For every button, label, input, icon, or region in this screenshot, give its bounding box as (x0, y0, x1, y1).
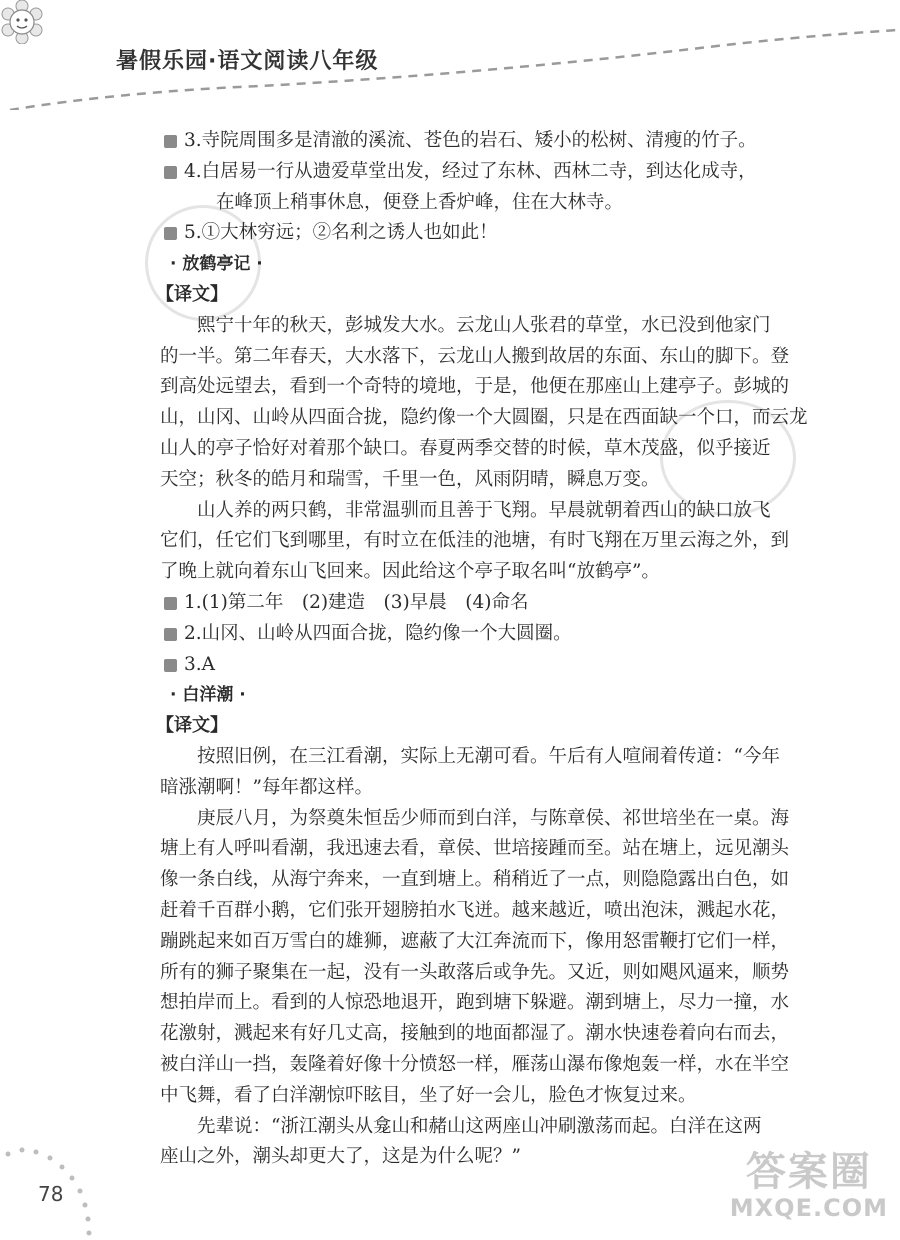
text-line: 中飞舞，看了白洋潮惊吓眩目，坐了好一会儿，脸色才恢复过来。 (160, 1084, 697, 1106)
text-line: 到高处远望去，看到一个奇特的境地，于是，他便在那座山上建亭子。彭城的 (160, 376, 790, 398)
text-line: 花激射，溅起来有好几丈高，接触到的地面都湿了。潮水快速卷着向右而去， (160, 1023, 790, 1045)
page-header (0, 0, 900, 110)
page-number: 78 (38, 1182, 64, 1206)
translation-paragraph (160, 496, 850, 588)
watermark-text-bottom: MXQE.COM (729, 1194, 888, 1222)
text-line: 先辈说：“浙江潮头从龛山和赭山这两座山冲刷激荡而起。白洋在这两 (197, 1115, 762, 1137)
page-content (156, 126, 850, 1173)
text-line: 山，山冈、山岭从四面合拢，隐约像一个大圆圈，只是在西面缺一个口，而云龙 (160, 407, 808, 429)
gray-square-icon (164, 166, 177, 179)
gray-square-icon (164, 227, 177, 240)
text-line: 所有的狮子聚集在一起，没有一头敢落后或争先。又近，则如飓风逼来，顺势 (160, 961, 790, 983)
answer-continuation: 在峰顶上稍事休息，便登上香炉峰，住在大林寺。 (216, 191, 624, 213)
header-title: 暑假乐园·语文阅读八年级 (116, 49, 379, 74)
translation-tag: 【译文】 (156, 715, 228, 737)
answer-item: 1.(1)第二年 (2)建造 (3)早晨 (4)命名 (160, 588, 850, 619)
text-line: 的一半。第二年春天，大水落下，云龙山人搬到故居的东面、东山的脚下。登 (160, 345, 790, 367)
answer-item: 5.①大林穷远；②名利之诱人也如此！ (160, 218, 850, 249)
text-line: 按照旧例，在三江看潮，实际上无潮可看。午后有人喧闹着传道：“今年 (197, 745, 780, 767)
text-line: 想拍岸而上。看到的人惊恐地退开，跑到塘下躲避。潮到塘上，尽力一撞，水 (160, 992, 790, 1014)
answer-item: 3.A (160, 650, 850, 681)
gray-square-icon (164, 659, 177, 672)
translation-paragraph (160, 742, 850, 804)
gray-square-icon (164, 628, 177, 641)
text-line: 像一条白线，从海宁奔来，一直到塘上。稍稍近了一点，则隐隐露出白色，如 (160, 869, 790, 891)
text-line: 蹦跳起来如百万雪白的雄狮，遮蔽了大江奔流而下，像用怒雷鞭打它们一样， (160, 930, 790, 952)
text-line: 赶着千百群小鹅，它们张开翅膀拍水飞迸。越来越近，喷出泡沫，溅起水花， (160, 899, 790, 921)
answer-item: 2.山冈、山岭从四面合拢，隐约像一个大圆圈。 (160, 619, 850, 650)
section-title: · 白洋潮 · (170, 685, 246, 706)
flower-face-icon (0, 0, 44, 44)
watermark-logo (730, 1150, 888, 1222)
text-line: 被白洋山一挡，轰隆着好像十分愤怒一样，雁荡山瀑布像炮轰一样，水在半空 (160, 1053, 790, 1075)
text-line: 塘上有人呼叫看潮，我迅速去看，章侯、世培接踵而至。站在塘上，远见潮头 (160, 838, 790, 860)
text-line: 天空；秋冬的皓月和瑞雪，千里一色，风雨阴晴，瞬息万变。 (160, 468, 660, 490)
gray-square-icon (164, 135, 177, 148)
text-line: 庚辰八月，为祭奠朱恒岳少师而到白洋，与陈章侯、祁世培坐在一桌。海 (197, 807, 790, 829)
text-line: 山人养的两只鹤，非常温驯而且善于飞翔。早晨就朝着西山的缺口放飞 (197, 499, 771, 521)
translation-tag: 【译文】 (156, 283, 228, 305)
text-line: 山人的亭子恰好对着那个缺口。春夏两季交替的时候，草木茂盛，似乎接近 (160, 437, 771, 459)
text-line: 它们，任它们飞到哪里，有时立在低洼的池塘，有时飞翔在万里云海之外，到 (160, 530, 790, 552)
text-line: 熙宁十年的秋天，彭城发大水。云龙山人张君的草堂，水已没到他家门 (197, 314, 771, 336)
text-line: 座山之外，潮头却更大了，这是为什么呢？” (160, 1146, 521, 1168)
translation-paragraph (160, 804, 850, 1112)
section-title: · 放鹤亭记 · (170, 254, 263, 275)
answer-item: 4.白居易一行从遗爱草堂出发，经过了东林、西林二寺，到达化成寺， (160, 157, 850, 188)
answer-item: 3.寺院周围多是清澈的溪流、苍色的岩石、矮小的松树、清瘦的竹子。 (160, 126, 850, 157)
watermark-text-top: 答案圈 (745, 1149, 872, 1195)
text-line: 了晚上就向着东山飞回来。因此给这个亭子取名叫“放鹤亭”。 (160, 561, 660, 583)
translation-paragraph (160, 311, 850, 496)
gray-square-icon (164, 597, 177, 610)
text-line: 暗涨潮啊！”每年都这样。 (160, 776, 373, 798)
